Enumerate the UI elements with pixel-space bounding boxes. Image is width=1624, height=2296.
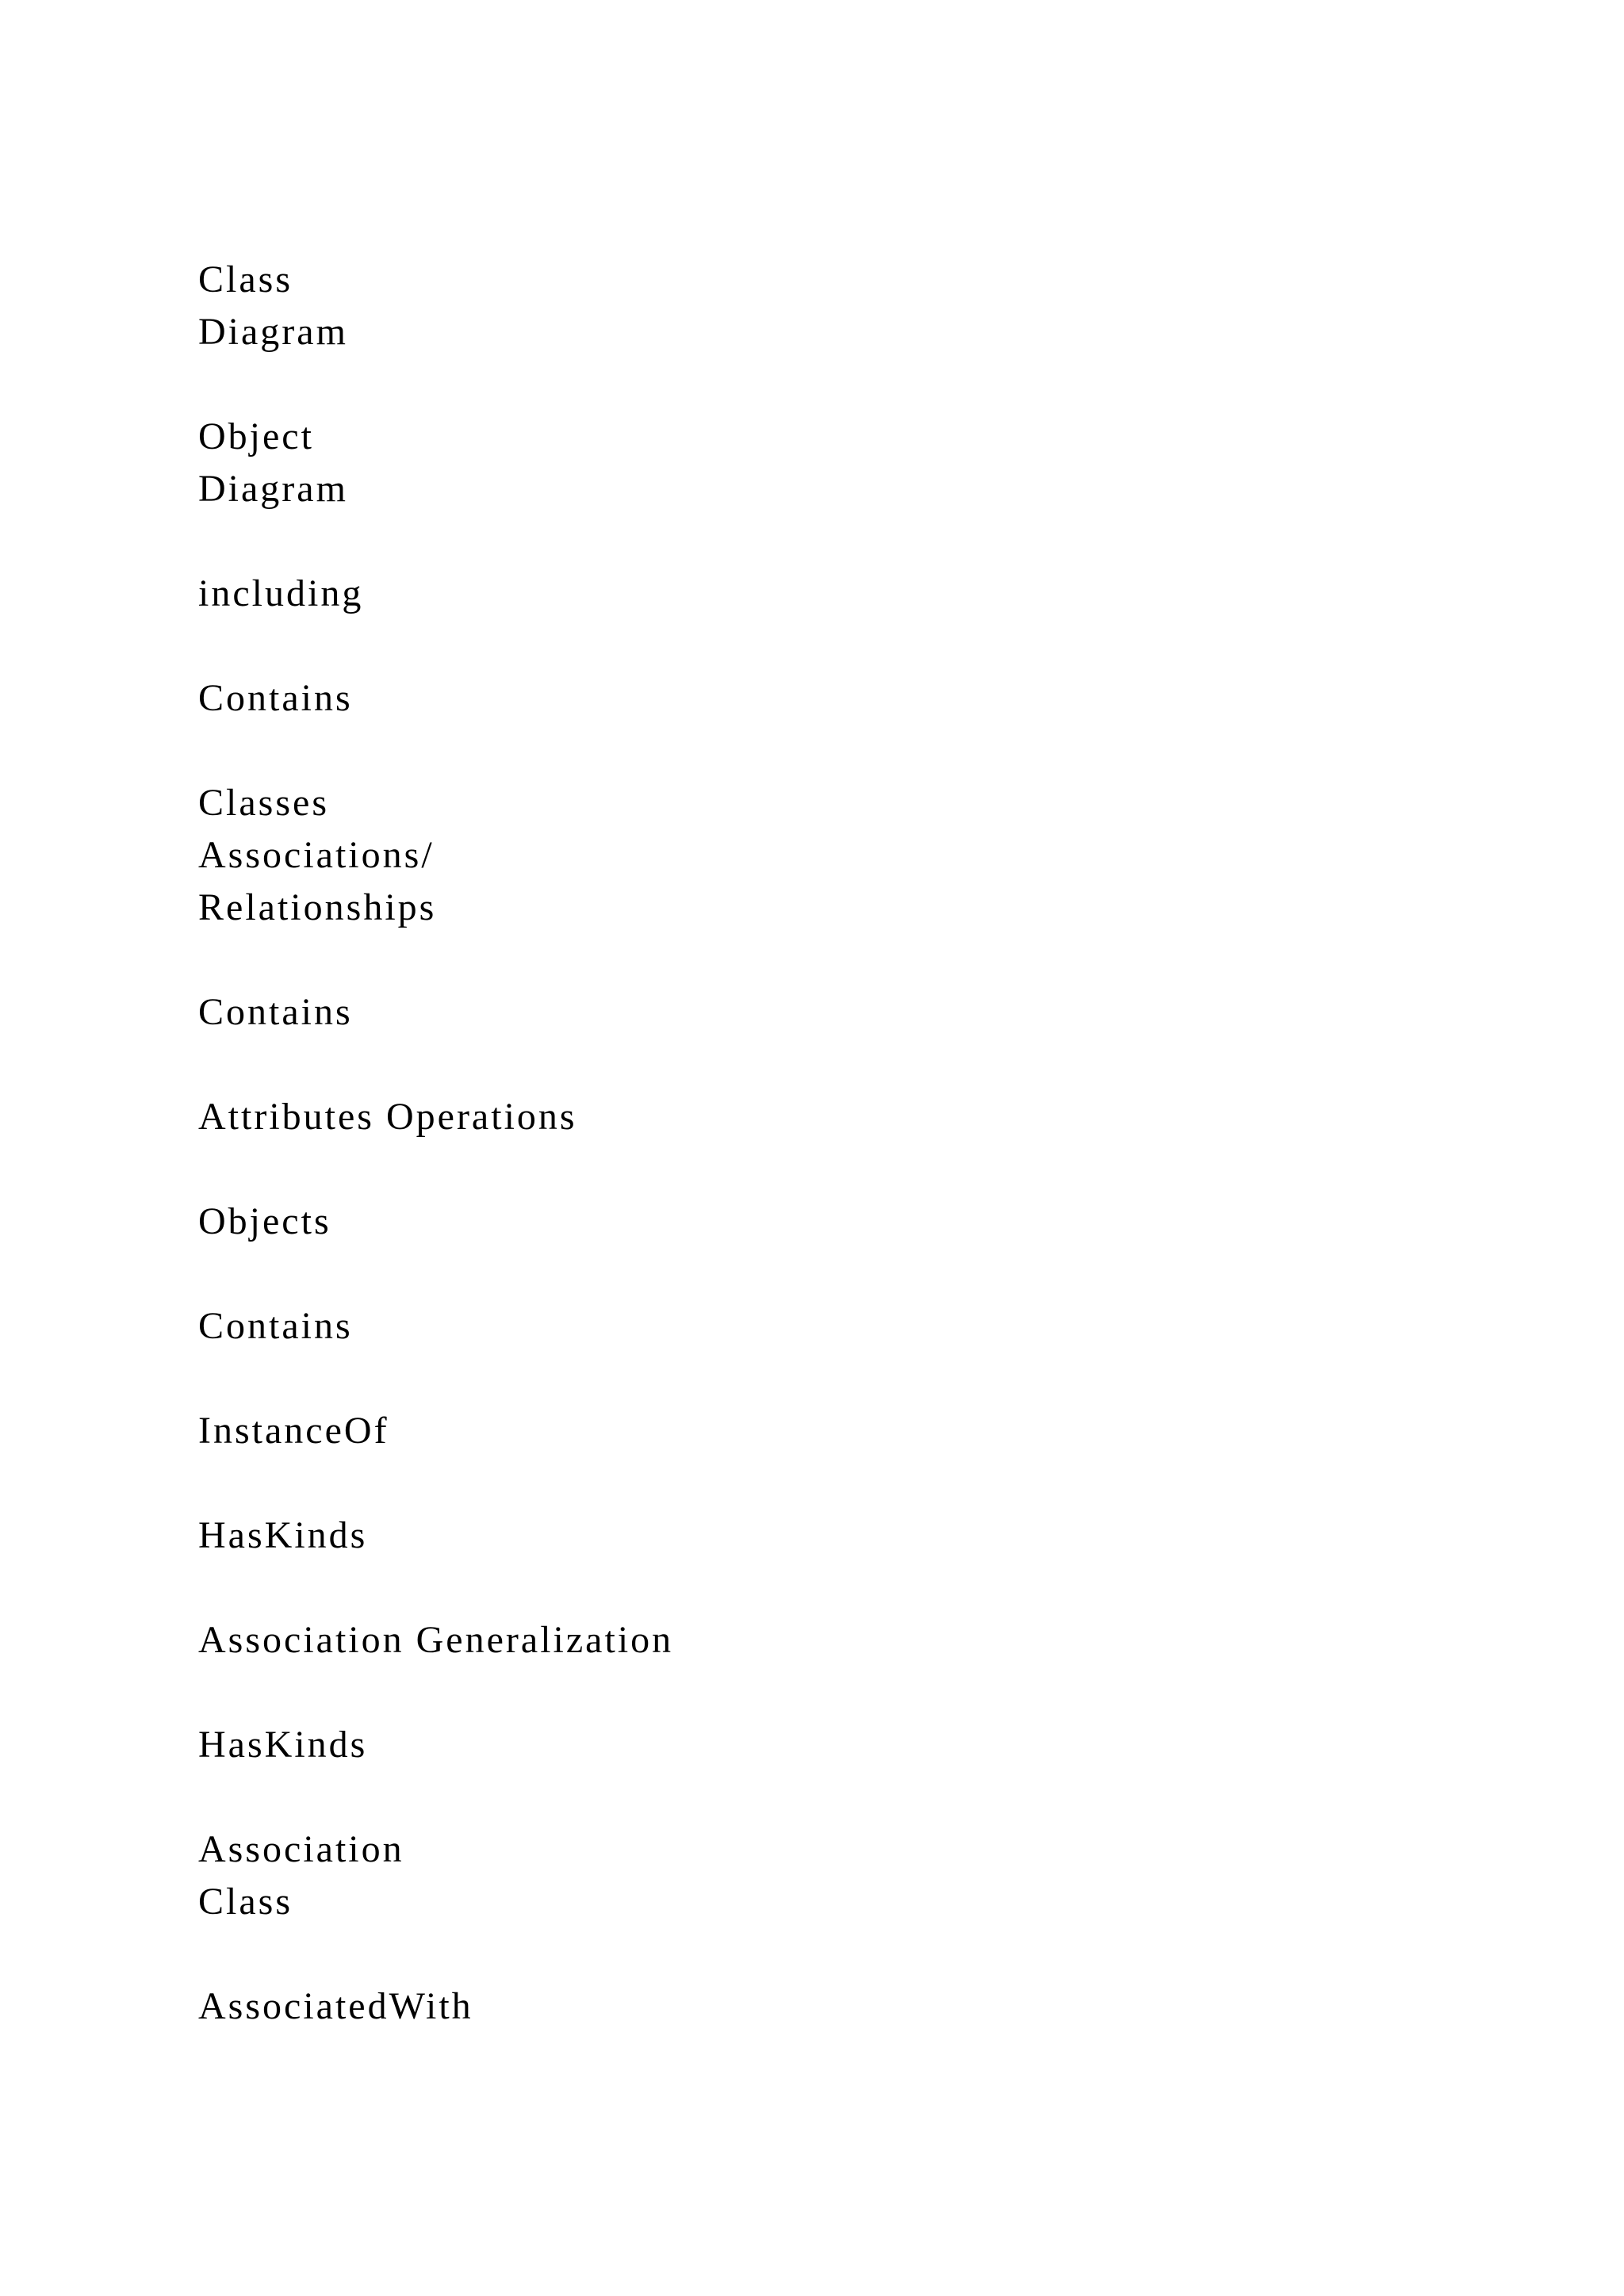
text-line: including [198,572,364,614]
text-line: HasKinds [198,1514,368,1556]
text-line: AssociatedWith [198,1985,473,2027]
paragraph-objects [198,1196,1507,1248]
text-line: Classes [198,782,329,824]
text-line: Class [198,258,293,300]
paragraph-including [198,568,1507,620]
text-line: Attributes Operations [198,1096,577,1138]
document-text [198,254,1507,2085]
text-line: Class [198,1881,293,1923]
text-line: Association Generalization [198,1619,674,1661]
paragraph-association-generalization [198,1614,1507,1667]
text-line: Objects [198,1200,331,1242]
paragraph-haskinds [198,1719,1507,1771]
text-line: HasKinds [198,1724,368,1766]
paragraph-haskinds [198,1510,1507,1562]
paragraph-contains [198,1300,1507,1353]
paragraph-class-diagram [198,254,1507,358]
text-line: Contains [198,677,353,719]
paragraph-classes-associations [198,777,1507,934]
text-line: Contains [198,991,353,1033]
text-line: Contains [198,1305,353,1347]
paragraph-associatedwith [198,1980,1507,2033]
paragraph-instanceof [198,1405,1507,1457]
paragraph-contains [198,986,1507,1039]
text-line: Object [198,415,314,457]
paragraph-association-class [198,1823,1507,1928]
paragraph-attributes-operations [198,1091,1507,1143]
text-line: Association [198,1828,404,1870]
text-line: InstanceOf [198,1410,389,1452]
text-line: Diagram [198,468,348,510]
text-line: Associations/ [198,834,435,876]
paragraph-contains [198,672,1507,725]
text-line: Relationships [198,886,437,928]
paragraph-object-diagram [198,411,1507,515]
text-line: Diagram [198,311,348,353]
